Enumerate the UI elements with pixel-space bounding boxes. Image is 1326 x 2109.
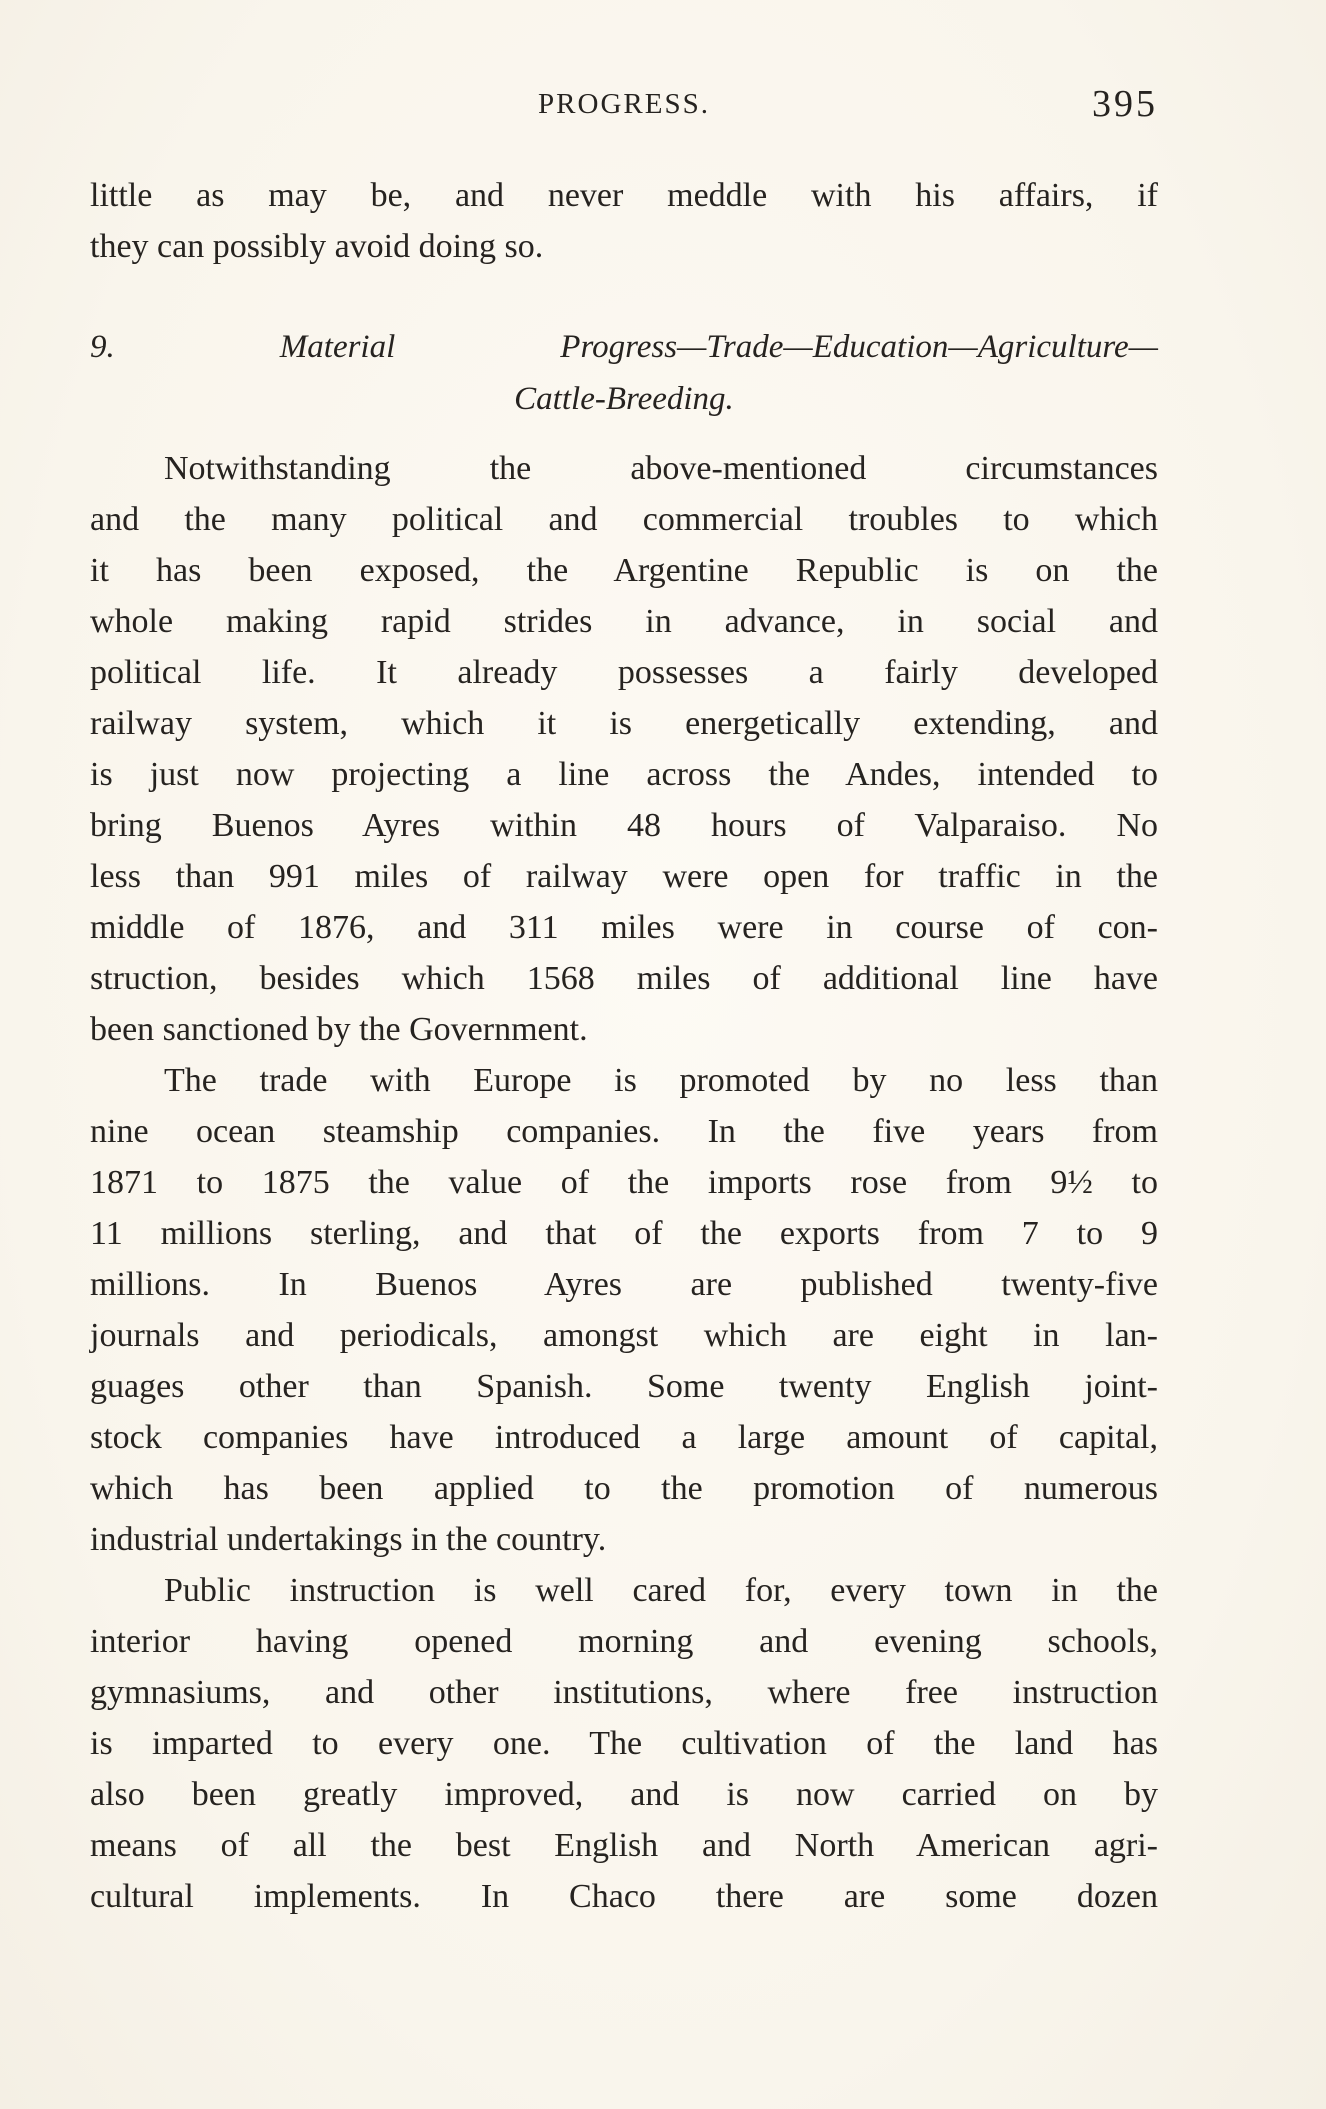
text-line: millions. In Buenos Ayres are published twenty-five bbox=[90, 1266, 1158, 1303]
text-line: it has been exposed, the Argentine Republic is on the bbox=[90, 552, 1158, 589]
body-text bbox=[90, 170, 1158, 1922]
paragraph-first-line: Notwithstanding the above-mentioned circumstances bbox=[164, 450, 1158, 487]
text-line: guages other than Spanish. Some twenty English joint- bbox=[90, 1368, 1158, 1405]
text-line: middle of 1876, and 311 miles were in course of con- bbox=[90, 909, 1158, 946]
text-line: been sanctioned by the Government. bbox=[90, 1011, 588, 1048]
heading-spacer bbox=[90, 425, 1158, 443]
text-line: little as may be, and never meddle with his affairs, if bbox=[90, 177, 1158, 214]
text-line: railway system, which it is energetically extending, and bbox=[90, 705, 1158, 742]
running-head: PROGRESS. bbox=[538, 88, 710, 120]
text-line: and the many political and commercial troubles to which bbox=[90, 501, 1158, 538]
text-line: cultural implements. In Chaco there are some dozen bbox=[90, 1878, 1158, 1915]
section-spacer bbox=[90, 272, 1158, 321]
page-header bbox=[90, 83, 1158, 132]
text-line: 1871 to 1875 the value of the imports rose from 9½ to bbox=[90, 1164, 1158, 1201]
paragraph-first-line: The trade with Europe is promoted by no less than bbox=[164, 1062, 1158, 1099]
text-line: which has been applied to the promotion of numerous bbox=[90, 1470, 1158, 1507]
text-line: industrial undertakings in the country. bbox=[90, 1521, 607, 1558]
text-line: bring Buenos Ayres within 48 hours of Valparaiso. No bbox=[90, 807, 1158, 844]
text-line: struction, besides which 1568 miles of additional line have bbox=[90, 960, 1158, 997]
text-line: is just now projecting a line across the Andes, intended to bbox=[90, 756, 1158, 793]
text-line: political life. It already possesses a fairly developed bbox=[90, 654, 1158, 691]
text-line: stock companies have introduced a large amount of capital, bbox=[90, 1419, 1158, 1456]
text-line: less than 991 miles of railway were open for traffic in the bbox=[90, 858, 1158, 895]
text-line: nine ocean steamship companies. In the five years from bbox=[90, 1113, 1158, 1150]
page-number: 395 bbox=[1092, 83, 1158, 125]
section-heading: 9. Material Progress—Trade—Education—Agriculture— bbox=[90, 329, 1158, 365]
text-line: interior having opened morning and evening schools, bbox=[90, 1623, 1158, 1660]
text-line: 11 millions sterling, and that of the exports from 7 to 9 bbox=[90, 1215, 1158, 1252]
text-line: also been greatly improved, and is now carried on by bbox=[90, 1776, 1158, 1813]
paragraph-first-line: Public instruction is well cared for, every town in the bbox=[164, 1572, 1158, 1609]
text-line: they can possibly avoid doing so. bbox=[90, 228, 544, 265]
section-heading-continuation: Cattle-Breeding. bbox=[514, 381, 734, 417]
text-line: journals and periodicals, amongst which are eight in lan- bbox=[90, 1317, 1158, 1354]
text-line: gymnasiums, and other institutions, where free instruction bbox=[90, 1674, 1158, 1711]
text-line: whole making rapid strides in advance, in social and bbox=[90, 603, 1158, 640]
text-line: is imparted to every one. The cultivation of the land has bbox=[90, 1725, 1158, 1762]
text-line: means of all the best English and North American agri- bbox=[90, 1827, 1158, 1864]
